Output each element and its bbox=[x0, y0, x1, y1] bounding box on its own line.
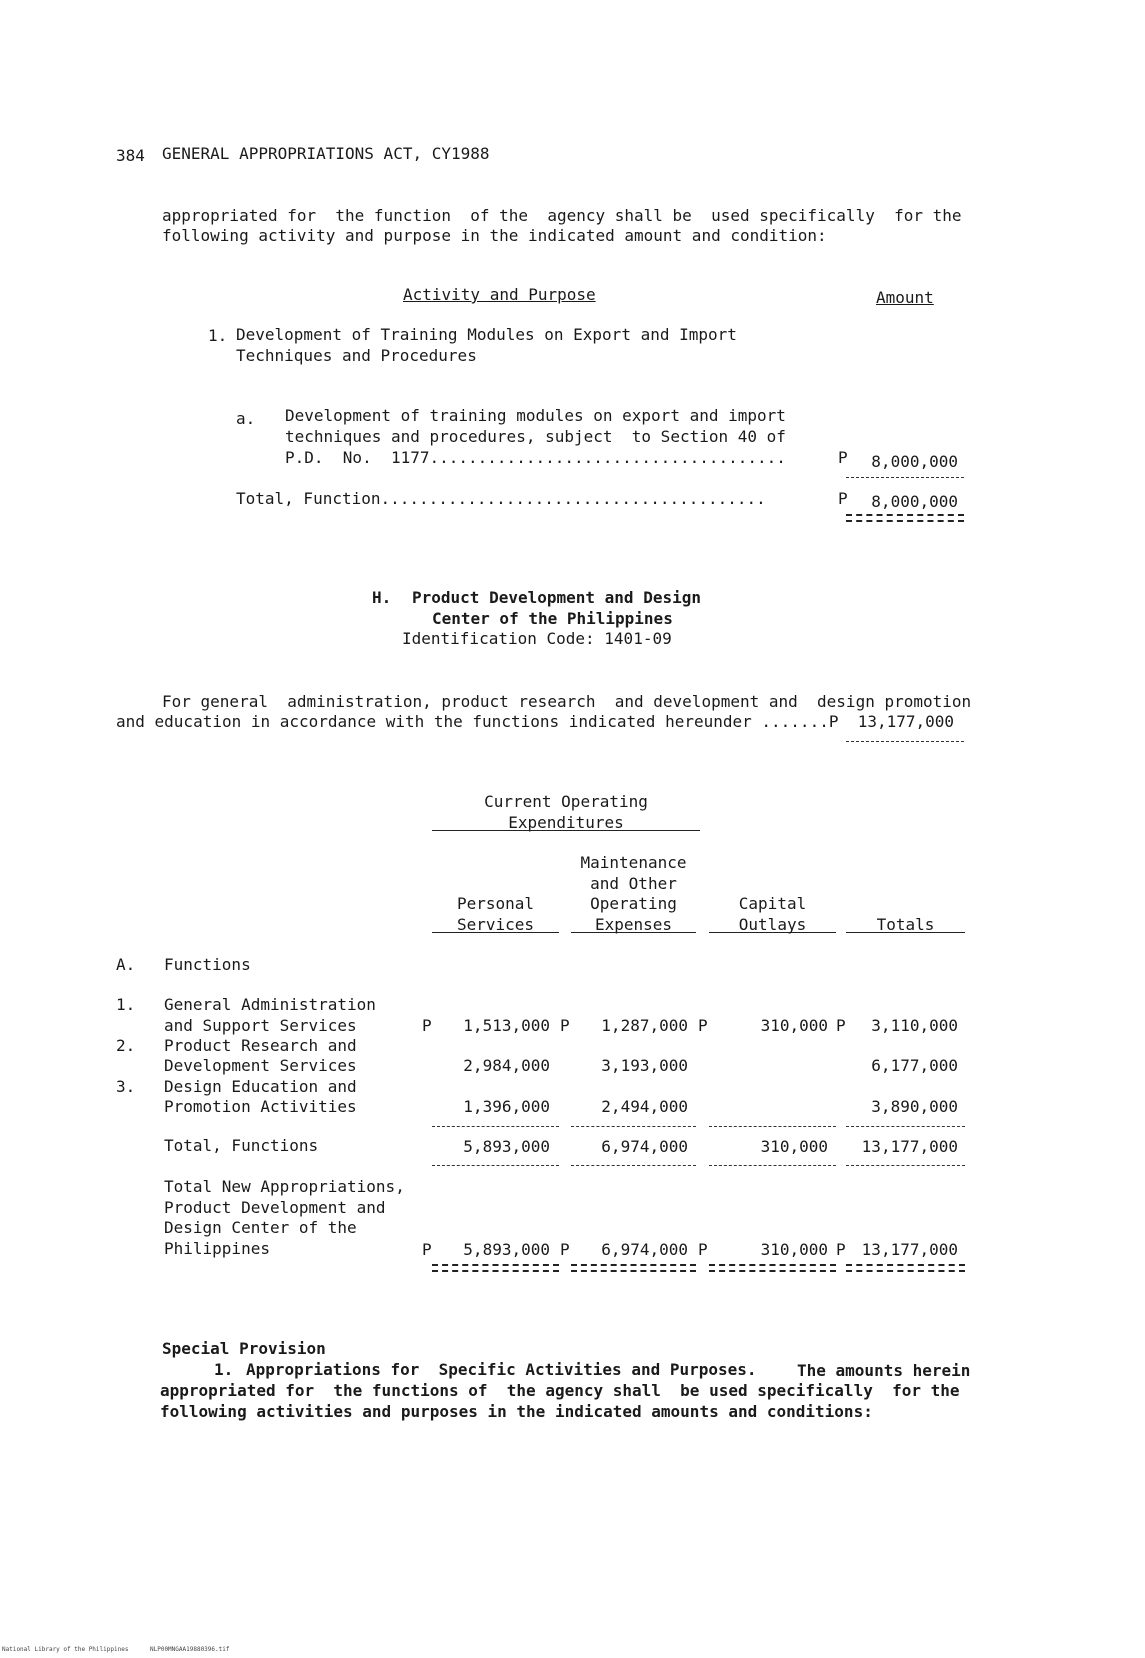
activity-column-header: Activity and Purpose bbox=[403, 285, 596, 304]
mooe-value: 3,193,000 bbox=[601, 1056, 688, 1075]
grand-total-label: Product Development and bbox=[164, 1198, 386, 1217]
total-mooe: 6,974,000 bbox=[601, 1137, 688, 1156]
provision-text: appropriated for the functions of the agency shall be used specifically for the bbox=[160, 1381, 960, 1400]
subtotal-rule bbox=[846, 477, 964, 478]
total-value: 6,177,000 bbox=[871, 1056, 958, 1075]
currency-symbol: P bbox=[836, 1240, 846, 1259]
section-a-letter: A. bbox=[116, 955, 136, 974]
total-functions-amount: 13,177,000 bbox=[861, 1137, 958, 1156]
row-label: General Administration bbox=[164, 995, 376, 1014]
provision-line: following activity and purpose in the indicated amount and condition: bbox=[162, 226, 827, 245]
section-a-label: Functions bbox=[164, 955, 251, 974]
row-label: and Support Services bbox=[164, 1016, 357, 1035]
row-label: Design Education and bbox=[164, 1077, 357, 1096]
currency-symbol: P bbox=[422, 1016, 432, 1035]
row-number: 3. bbox=[116, 1077, 136, 1096]
grand-total-mooe: 6,974,000 bbox=[601, 1240, 688, 1259]
total-value: 3,890,000 bbox=[871, 1097, 958, 1116]
subtotal-rule bbox=[432, 1126, 559, 1127]
mooe-header: Operating bbox=[590, 894, 677, 913]
sub-item-text: P.D. No. 1177..................................... bbox=[285, 448, 786, 467]
provision-text: The amounts herein bbox=[797, 1361, 971, 1380]
sub-item-text: Development of training modules on export and import bbox=[285, 406, 786, 425]
grand-total-double-rule bbox=[709, 1264, 836, 1272]
sub-item-text: techniques and procedures, subject to Section 40 of bbox=[285, 427, 786, 446]
currency-symbol: P bbox=[422, 1240, 432, 1259]
subtotal-rule bbox=[709, 1126, 836, 1127]
total-rule bbox=[846, 1165, 965, 1166]
total-rule bbox=[571, 1165, 696, 1166]
mooe-value: 1,287,000 bbox=[601, 1016, 688, 1035]
section-title: Center of the Philippines bbox=[432, 609, 673, 628]
personal-services-value: 1,396,000 bbox=[463, 1097, 550, 1116]
row-label: Product Research and bbox=[164, 1036, 357, 1055]
currency-symbol: P bbox=[698, 1016, 708, 1035]
purpose-line: and education in accordance with the functions indicated hereunder .......P 13,177,000 bbox=[116, 712, 955, 731]
currency-symbol: P bbox=[838, 448, 848, 467]
section-letter: H. bbox=[372, 588, 392, 607]
activity-item-title: Development of Training Modules on Export and Import bbox=[236, 325, 737, 344]
group-header-rule bbox=[432, 830, 700, 831]
total-functions-label: Total, Functions bbox=[164, 1136, 319, 1155]
section-title: Product Development and Design bbox=[412, 588, 701, 607]
header-rule bbox=[571, 932, 696, 933]
total-value: 3,110,000 bbox=[871, 1016, 958, 1035]
mooe-header: and Other bbox=[590, 874, 677, 893]
library-credit: National Library of the Philippines bbox=[2, 1646, 129, 1653]
grand-total-personal: 5,893,000 bbox=[463, 1240, 550, 1259]
page-header-title: GENERAL APPROPRIATIONS ACT, CY1988 bbox=[162, 144, 490, 163]
row-label: Development Services bbox=[164, 1056, 357, 1075]
total-capital-outlays: 310,000 bbox=[760, 1137, 828, 1156]
total-double-rule bbox=[846, 514, 964, 522]
row-number: 2. bbox=[116, 1036, 136, 1055]
grand-total-label: Philippines bbox=[164, 1239, 270, 1258]
mooe-header: Expenses bbox=[594, 915, 673, 934]
personal-services-value: 1,513,000 bbox=[463, 1016, 550, 1035]
currency-symbol: P bbox=[560, 1016, 570, 1035]
grand-total-double-rule bbox=[846, 1264, 965, 1272]
subtotal-rule bbox=[571, 1126, 696, 1127]
identification-code: Identification Code: 1401-09 bbox=[402, 629, 672, 648]
file-identifier: NLP00MNGAA19880396.tif bbox=[150, 1646, 230, 1653]
grand-total-amount: 13,177,000 bbox=[861, 1240, 958, 1259]
total-rule bbox=[709, 1165, 836, 1166]
personal-header: Services bbox=[456, 915, 535, 934]
activity-item-number: 1. bbox=[208, 326, 228, 345]
provision-line: appropriated for the function of the agency shall be used specifically for the bbox=[162, 206, 962, 225]
special-provision-heading: Special Provision bbox=[162, 1339, 326, 1358]
total-function-amount: 8,000,000 bbox=[871, 492, 958, 511]
grand-total-label: Total New Appropriations, bbox=[164, 1177, 405, 1196]
capital-outlays-value: 310,000 bbox=[760, 1016, 828, 1035]
page-number: 384 bbox=[116, 146, 145, 165]
activity-item-title: Techniques and Procedures bbox=[236, 346, 477, 365]
personal-services-value: 2,984,000 bbox=[463, 1056, 550, 1075]
provision-item-number: 1. bbox=[214, 1360, 234, 1379]
sub-item-letter: a. bbox=[236, 409, 256, 428]
capital-header: Outlays bbox=[738, 915, 807, 934]
row-label: Promotion Activities bbox=[164, 1097, 357, 1116]
amount-column-header: Amount bbox=[876, 288, 934, 307]
sub-item-amount: 8,000,000 bbox=[871, 452, 958, 471]
mooe-value: 2,494,000 bbox=[601, 1097, 688, 1116]
currency-symbol: P bbox=[838, 489, 848, 508]
row-number: 1. bbox=[116, 995, 136, 1014]
header-rule bbox=[432, 932, 559, 933]
currency-symbol: P bbox=[836, 1016, 846, 1035]
capital-header: Capital bbox=[738, 894, 807, 913]
subtotal-rule bbox=[846, 1126, 965, 1127]
total-personal-services: 5,893,000 bbox=[463, 1137, 550, 1156]
purpose-line: For general administration, product research and development and design promotion bbox=[162, 692, 972, 711]
currency-symbol: P bbox=[698, 1240, 708, 1259]
header-rule bbox=[846, 932, 965, 933]
provision-text: following activities and purposes in the indicated amounts and conditions: bbox=[160, 1402, 873, 1421]
totals-header: Totals bbox=[876, 915, 935, 934]
header-rule bbox=[709, 932, 836, 933]
grand-total-label: Design Center of the bbox=[164, 1218, 357, 1237]
currency-symbol: P bbox=[560, 1240, 570, 1259]
provision-item-title: Appropriations for Specific Activities and Purposes. bbox=[246, 1360, 757, 1379]
personal-header: Personal bbox=[456, 894, 535, 913]
total-function-label: Total, Function........................................ bbox=[236, 489, 766, 508]
grand-total-double-rule bbox=[432, 1264, 559, 1272]
group-header: Current Operating bbox=[484, 792, 648, 811]
grand-total-capital: 310,000 bbox=[760, 1240, 828, 1259]
mooe-header: Maintenance bbox=[580, 853, 687, 872]
purpose-rule bbox=[846, 741, 964, 742]
group-header: Expenditures bbox=[508, 813, 624, 832]
total-rule bbox=[432, 1165, 559, 1166]
grand-total-double-rule bbox=[571, 1264, 696, 1272]
